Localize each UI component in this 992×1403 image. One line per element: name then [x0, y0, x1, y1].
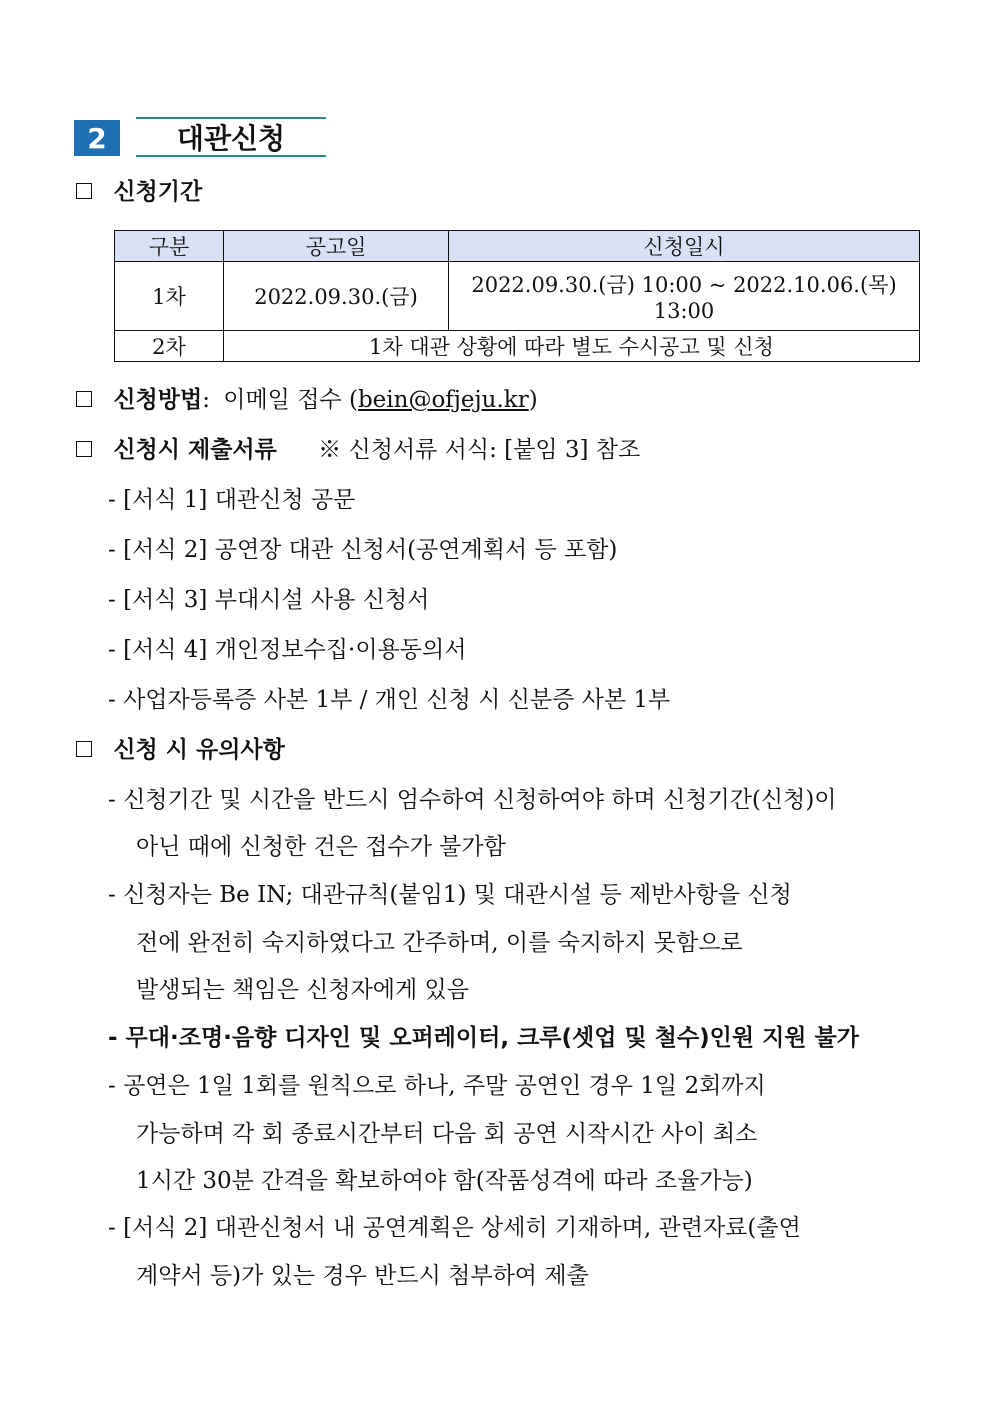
method-text: 이메일 접수 (	[223, 387, 358, 413]
docs-item: - [서식 4] 개인정보수집·이용동의서	[108, 637, 467, 663]
notes-item-line: 발생되는 책임은 신청자에게 있음	[136, 977, 469, 1003]
notes-item-line: 전에 완전히 숙지하였다고 간주하며, 이를 숙지하지 못함으로	[136, 930, 743, 956]
method-row	[76, 385, 538, 415]
table-cell-merged: 1차 대관 상황에 따라 별도 수시공고 및 신청	[224, 331, 920, 362]
docs-item: - 사업자등록증 사본 1부 / 개인 신청 시 신분증 사본 1부	[108, 687, 671, 713]
table-header-cell: 공고일	[224, 231, 449, 262]
notes-row	[76, 735, 285, 765]
checkbox-square-icon	[76, 441, 92, 457]
notes-item-emphasis: - 무대·조명·음향 디자인 및 오퍼레이터, 크루(셋업 및 철수)인원 지원 불가	[108, 1025, 859, 1051]
method-label: 신청방법	[113, 387, 203, 413]
table-cell-round: 1차	[115, 262, 224, 331]
email-link[interactable]: bein@ofjeju.kr	[357, 387, 529, 413]
notes-item-line: - 신청자는 Be IN; 대관규칙(붙임1) 및 대관시설 등 제반사항을 신청	[108, 882, 792, 908]
notes-item-line: 1시간 30분 간격을 확보하여야 함(작품성격에 따라 조율가능)	[136, 1168, 753, 1194]
docs-item: - [서식 3] 부대시설 사용 신청서	[108, 587, 430, 613]
table-header-row	[115, 231, 920, 262]
notes-item-line: - [서식 2] 대관신청서 내 공연계획은 상세히 기재하며, 관련자료(출연	[108, 1215, 801, 1241]
table-cell-notice: 2022.09.30.(금)	[224, 262, 449, 331]
docs-note: ※ 신청서류 서식: [붙임 3] 참조	[318, 437, 641, 463]
docs-label: 신청시 제출서류	[113, 437, 277, 463]
section-number-badge: 2	[74, 120, 120, 156]
checkbox-square-icon	[76, 741, 92, 757]
notes-item-line: - 공연은 1일 1회를 원칙으로 하나, 주말 공연인 경우 1일 2회까지	[108, 1073, 766, 1099]
table-cell-round: 2차	[115, 331, 224, 362]
docs-row	[76, 435, 640, 465]
notes-item-line: 가능하며 각 회 종료시간부터 다음 회 공연 시작시간 사이 최소	[136, 1121, 758, 1147]
period-heading: 신청기간	[113, 179, 203, 205]
notes-label: 신청 시 유의사항	[113, 737, 285, 763]
table-cell-datetime: 2022.09.30.(금) 10:00 ~ 2022.10.06.(목) 13:00	[449, 262, 920, 331]
method-separator: :	[202, 387, 210, 413]
table-header-cell: 구분	[115, 231, 224, 262]
notes-item-line: 아닌 때에 신청한 건은 접수가 불가함	[136, 834, 506, 860]
docs-item: - [서식 1] 대관신청 공문	[108, 487, 356, 513]
schedule-table	[114, 230, 920, 362]
notes-item-line: 계약서 등)가 있는 경우 반드시 첨부하여 제출	[136, 1263, 589, 1289]
table-row	[115, 262, 920, 331]
table-row	[115, 331, 920, 362]
checkbox-square-icon	[76, 183, 92, 199]
section-title: 대관신청	[136, 117, 326, 157]
docs-item: - [서식 2] 공연장 대관 신청서(공연계획서 등 포함)	[108, 537, 618, 563]
period-heading-row	[76, 177, 202, 207]
checkbox-square-icon	[76, 391, 92, 407]
notes-item-line: - 신청기간 및 시간을 반드시 엄수하여 신청하여야 하며 신청기간(신청)이	[108, 787, 837, 813]
method-close: )	[528, 387, 538, 413]
table-header-cell: 신청일시	[449, 231, 920, 262]
